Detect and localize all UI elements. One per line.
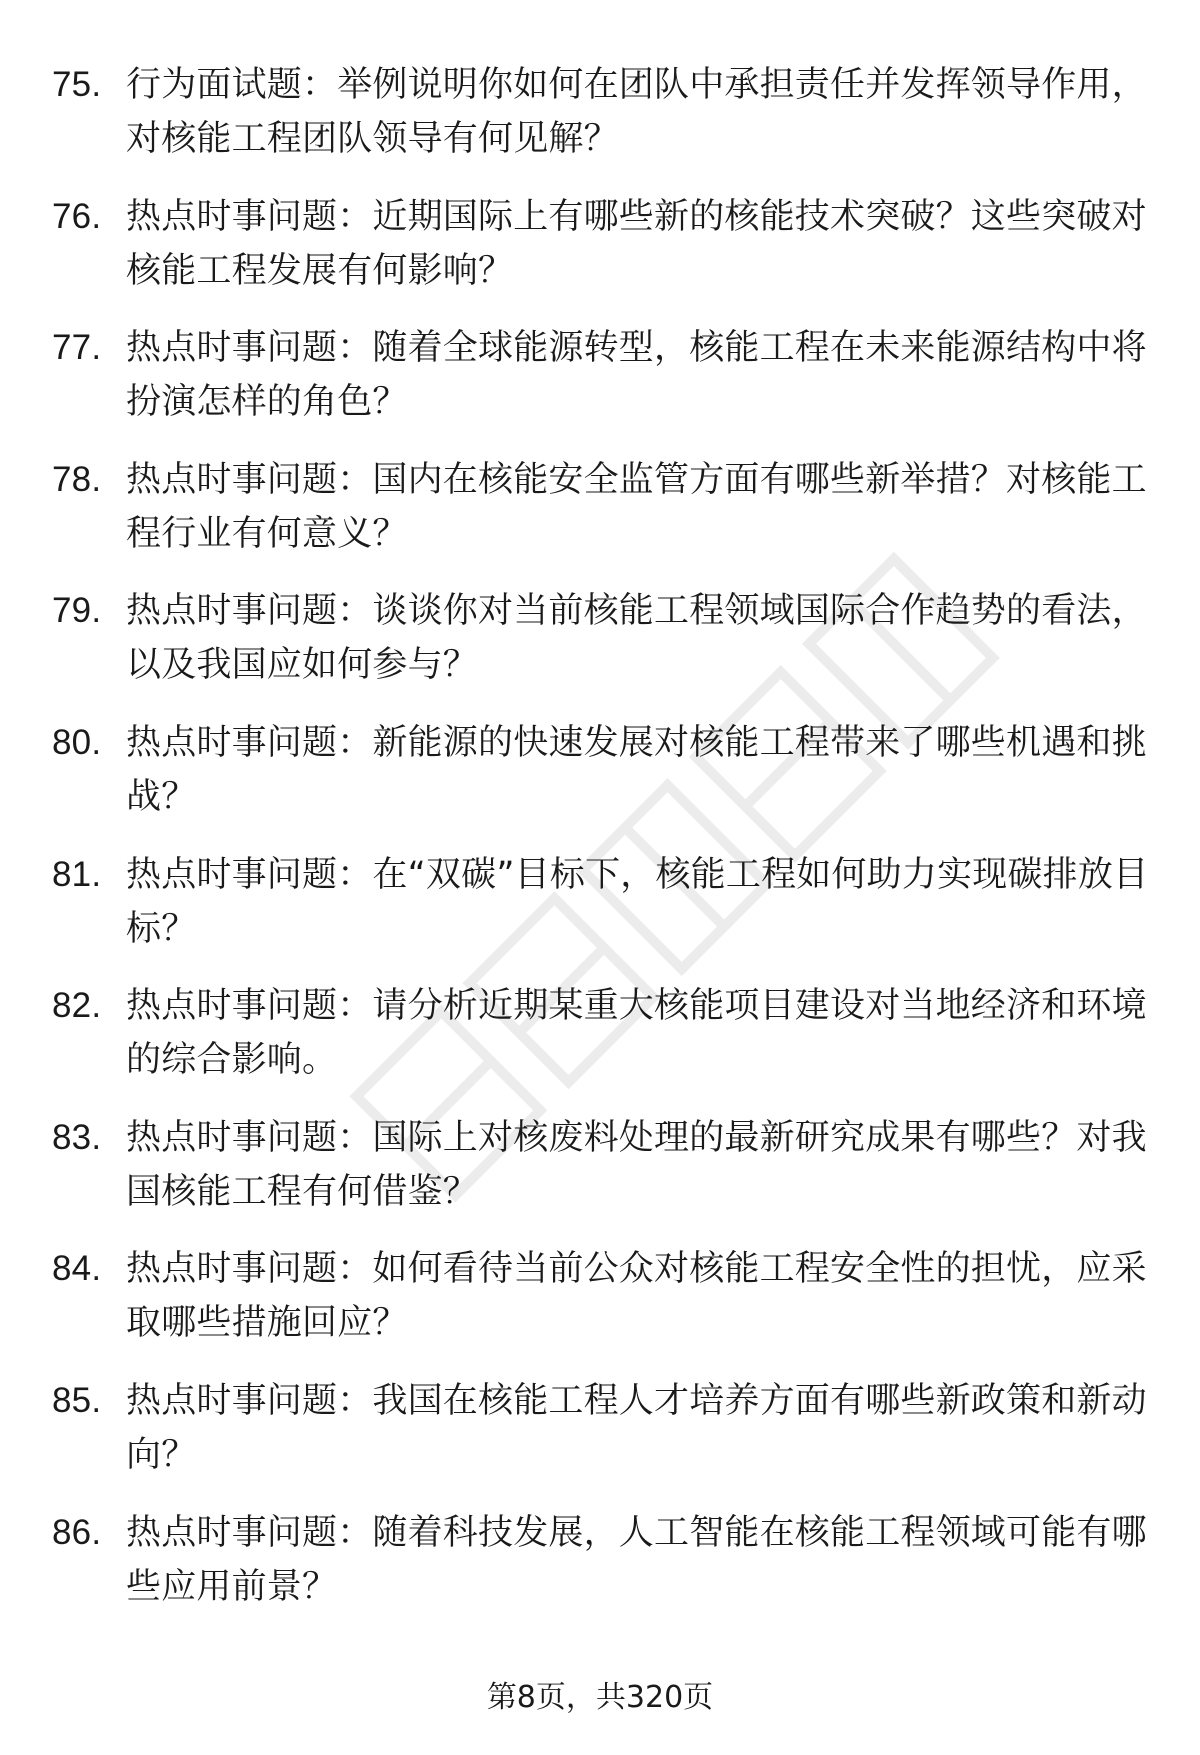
question-item-86 xyxy=(52,1506,1152,1614)
question-text: 热点时事问题：随着全球能源转型，核能工程在未来能源结构中将扮演怎样的角色？ xyxy=(126,328,1147,423)
question-number: 75. xyxy=(52,65,102,104)
question-number: 80. xyxy=(52,722,102,762)
question-item-77 xyxy=(52,321,1152,429)
question-text: 热点时事问题：如何看待当前公众对核能工程安全性的担忧，应采取哪些措施回应？ xyxy=(126,1249,1147,1344)
question-number: 81. xyxy=(52,854,102,894)
question-number: 76. xyxy=(52,196,102,236)
question-text: 行为面试题：举例说明你如何在团队中承担责任并发挥领导作用，对核能工程团队领导有何见解？ xyxy=(126,65,1147,159)
question-text: 热点时事问题：谈谈你对当前核能工程领域国际合作趋势的看法，以及我国应如何参与？ xyxy=(126,591,1147,686)
question-number: 84. xyxy=(52,1249,102,1289)
question-number: 78. xyxy=(52,459,102,499)
question-text: 热点时事问题：在“双碳”目标下，核能工程如何助力实现碳排放目标？ xyxy=(126,854,1149,949)
question-item-84 xyxy=(52,1242,1152,1350)
question-list xyxy=(52,58,1152,1637)
question-text: 热点时事问题：随着科技发展，人工智能在核能工程领域可能有哪些应用前景？ xyxy=(126,1512,1147,1607)
page-number-label: 第8页，共320页 xyxy=(486,1680,714,1715)
question-text: 热点时事问题：我国在核能工程人才培养方面有哪些新政策和新动向？ xyxy=(126,1380,1147,1475)
question-text: 热点时事问题：国内在核能安全监管方面有哪些新举措？对核能工程行业有何意义？ xyxy=(126,459,1147,554)
question-item-80 xyxy=(52,716,1152,824)
question-item-75 xyxy=(52,58,1152,166)
question-item-83 xyxy=(52,1111,1152,1219)
question-number: 86. xyxy=(52,1512,102,1552)
question-number: 79. xyxy=(52,591,102,631)
question-item-76 xyxy=(52,190,1152,298)
question-text: 热点时事问题：近期国际上有哪些新的核能技术突破？这些突破对核能工程发展有何影响？ xyxy=(126,196,1147,291)
question-number: 83. xyxy=(52,1117,102,1157)
question-item-78 xyxy=(52,453,1152,561)
question-number: 77. xyxy=(52,328,102,368)
question-text: 热点时事问题：请分析近期某重大核能项目建设对当地经济和环境的综合影响。 xyxy=(126,986,1147,1081)
question-number: 82. xyxy=(52,986,102,1026)
question-item-79 xyxy=(52,584,1152,692)
question-item-82 xyxy=(52,979,1152,1087)
page-footer xyxy=(0,1678,1200,1718)
question-number: 85. xyxy=(52,1380,102,1420)
question-text: 热点时事问题：国际上对核废料处理的最新研究成果有哪些？对我国核能工程有何借鉴？ xyxy=(126,1117,1147,1212)
question-text: 热点时事问题：新能源的快速发展对核能工程带来了哪些机遇和挑战？ xyxy=(126,722,1147,817)
question-item-85 xyxy=(52,1374,1152,1482)
question-item-81 xyxy=(52,848,1152,956)
